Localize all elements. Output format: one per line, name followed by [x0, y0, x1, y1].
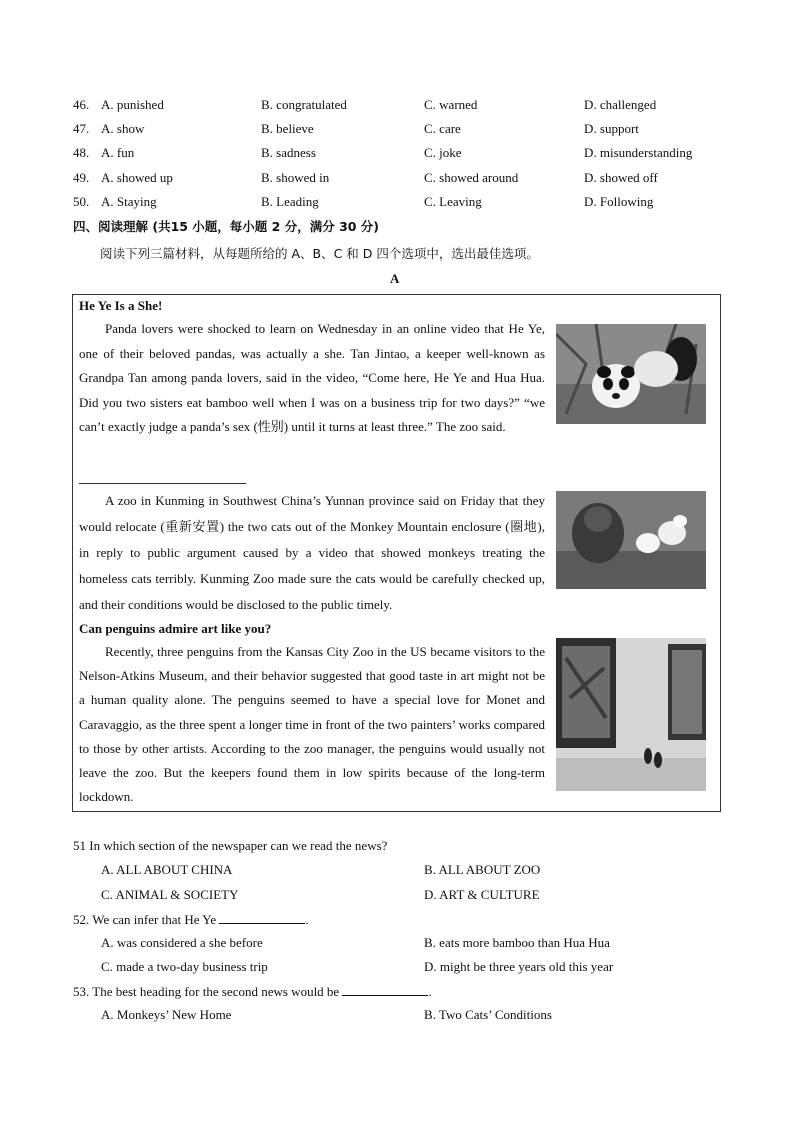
option-c: C. showed around — [424, 170, 519, 185]
q52-stem-end: . — [305, 912, 309, 927]
section-instruction: 阅读下列三篇材料，从每题所给的 A、B、C 和 D 四个选项中，选出最佳选项。 — [100, 246, 539, 261]
q51-option-c: C. ANIMAL & SOCIETY — [101, 887, 239, 902]
panda-photo — [556, 324, 706, 424]
part-label: A — [390, 271, 400, 286]
option-b: B. sadness — [261, 145, 316, 160]
question-number: 48. — [73, 145, 90, 160]
option-row — [73, 170, 733, 190]
answer-blank — [342, 983, 428, 996]
question-number: 47. — [73, 121, 90, 136]
q52-option-d: D. might be three years old this year — [424, 959, 614, 974]
option-c: C. Leaving — [424, 194, 482, 209]
option-a: A. Staying — [101, 194, 157, 209]
news3-body: Recently, three penguins from the Kansas City Zoo in the US became visitors to the Nelson-Atkins Museum, and their behavior suggested that good taste in art might not be a human quality alone. The penguins seemed to have a special love for Monet and Caravaggio, as the three spent a longer time in front of the two painters’ works compared to those by other artists. According to the zoo manager, the penguins would usually not leave the zoo. But the keepers found them in low spirits because of the long-term lockdown. — [79, 644, 545, 805]
news1-title: He Ye Is a She! — [79, 298, 163, 313]
option-d: D. challenged — [584, 97, 657, 112]
article-box — [72, 294, 721, 812]
q52-stem: 52. We can infer that He Ye — [73, 912, 217, 927]
divider-line — [79, 483, 246, 484]
q51-option-d: D. ART & CULTURE — [424, 887, 540, 902]
question-number: 50. — [73, 194, 90, 209]
news2-body: A zoo in Kunming in Southwest China’s Yunnan province said on Friday that they would relocate (重新安置) the two cats out of the Monkey Mountain enclosure (圈地), in reply to public argument caused by a video that showed monkeys treating the homeless cats terribly. Kunming Zoo made sure the cats would be carefully checked up, and their conditions would be disclosed to the public timely. — [79, 493, 545, 612]
q51-option-b: B. ALL ABOUT ZOO — [424, 862, 541, 877]
q53-option-b: B. Two Cats’ Conditions — [424, 1007, 552, 1022]
option-c: C. care — [424, 121, 461, 136]
q52-option-c: C. made a two-day business trip — [101, 959, 268, 974]
q52-option-b: B. eats more bamboo than Hua Hua — [424, 935, 610, 950]
q51-option-a: A. ALL ABOUT CHINA — [101, 862, 233, 877]
option-b: B. Leading — [261, 194, 319, 209]
q53-stem: 53. The best heading for the second news would be — [73, 984, 340, 999]
monkey-cats-photo — [556, 491, 706, 589]
q53-option-a: A. Monkeys’ New Home — [101, 1007, 232, 1022]
option-a: A. fun — [101, 145, 135, 160]
option-d: D. showed off — [584, 170, 658, 185]
option-row — [73, 194, 733, 214]
answer-blank — [219, 911, 305, 924]
option-d: D. Following — [584, 194, 654, 209]
q53-stem-line — [73, 983, 432, 1000]
penguins-museum-photo — [556, 638, 706, 791]
option-c: C. warned — [424, 97, 478, 112]
question-number: 49. — [73, 170, 90, 185]
q52-option-a: A. was considered a she before — [101, 935, 263, 950]
option-d: D. support — [584, 121, 639, 136]
question-number: 46. — [73, 97, 90, 112]
option-c: C. joke — [424, 145, 462, 160]
option-b: B. showed in — [261, 170, 330, 185]
option-a: A. punished — [101, 97, 164, 112]
option-row — [73, 97, 733, 117]
section-title: 四、阅读理解 (共15 小题，每小题 2 分，满分 30 分) — [73, 219, 380, 234]
news1-body: Panda lovers were shocked to learn on Wednesday in an online video that He Ye, one of their beloved pandas, was actually a she. Tan Jintao, a keeper well-known as Grandpa Tan among panda lovers, said in the video, “Come here, He Ye and Hua Hua. Did you two sisters eat bamboo well when I was on a business trip for two days?” “we can’t exactly judge a panda’s sex (性别) until it turns at least three.” The zoo said. — [79, 321, 545, 434]
q53-stem-end: . — [428, 984, 432, 999]
option-a: A. show — [101, 121, 145, 136]
option-row — [73, 145, 733, 165]
option-b: B. believe — [261, 121, 314, 136]
option-a: A. showed up — [101, 170, 173, 185]
news3-title: Can penguins admire art like you? — [79, 621, 272, 636]
option-row — [73, 121, 733, 141]
option-b: B. congratulated — [261, 97, 347, 112]
q51-stem: 51 In which section of the newspaper can we read the news? — [73, 838, 388, 853]
option-d: D. misunderstanding — [584, 145, 693, 160]
q52-stem-line — [73, 911, 309, 928]
